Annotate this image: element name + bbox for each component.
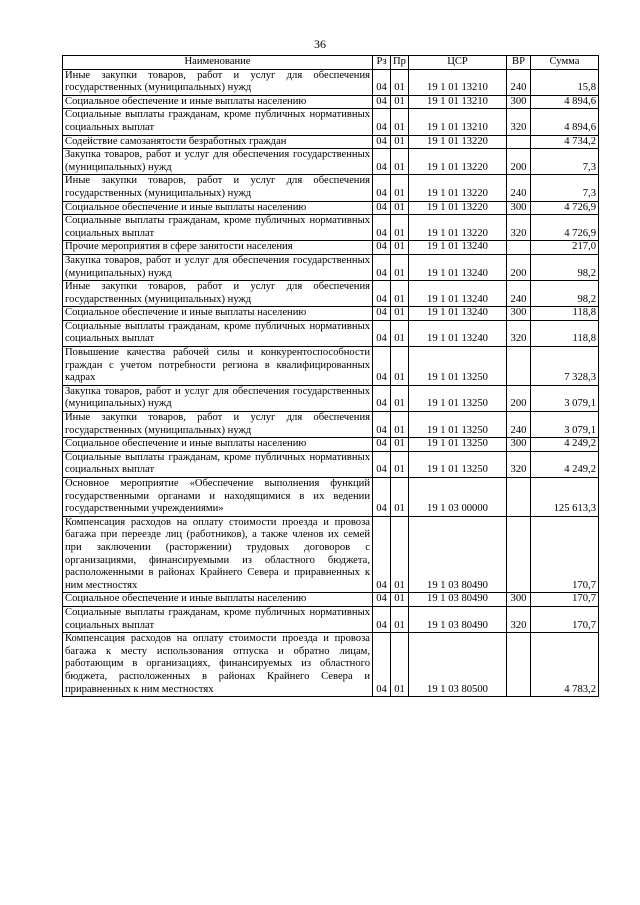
table-row	[63, 438, 599, 452]
cell-csr: 19 1 03 80490	[409, 593, 507, 607]
table-row	[63, 149, 599, 175]
cell-csr: 19 1 01 13210	[409, 109, 507, 135]
cell-pr: 01	[391, 516, 409, 593]
table-row	[63, 95, 599, 109]
budget-table	[62, 55, 599, 697]
cell-vr	[507, 347, 531, 386]
cell-name: Социальные выплаты гражданам, кроме публичных нормативных социальных выплат	[63, 215, 373, 241]
cell-rz: 04	[373, 69, 391, 95]
cell-pr: 01	[391, 412, 409, 438]
cell-name: Иные закупки товаров, работ и услуг для обеспечения государственных (муниципальных) нужд	[63, 175, 373, 201]
cell-sum: 15,8	[531, 69, 599, 95]
cell-pr: 01	[391, 347, 409, 386]
cell-rz: 04	[373, 385, 391, 411]
cell-csr: 19 1 01 13240	[409, 307, 507, 321]
cell-name: Социальные выплаты гражданам, кроме публичных нормативных социальных выплат	[63, 109, 373, 135]
cell-name: Закупка товаров, работ и услуг для обеспечения государственных (муниципальных) нужд	[63, 254, 373, 280]
cell-vr	[507, 135, 531, 149]
table-row	[63, 215, 599, 241]
cell-vr: 200	[507, 385, 531, 411]
cell-name: Социальное обеспечение и иные выплаты населению	[63, 201, 373, 215]
cell-sum: 125 613,3	[531, 478, 599, 517]
cell-name: Социальные выплаты гражданам, кроме публичных нормативных социальных выплат	[63, 320, 373, 346]
cell-csr: 19 1 01 13220	[409, 175, 507, 201]
cell-sum: 170,7	[531, 606, 599, 632]
cell-rz: 04	[373, 215, 391, 241]
cell-pr: 01	[391, 109, 409, 135]
cell-name: Компенсация расходов на оплату стоимости проезда и провоза багажа при переезде лиц (работников), а также членов их семей при заключении (расторжении) трудовых договоров с организациями, финансируемыми из областного бюджета, расположенными в районах Крайнего Севера и приравненных к ним местностях	[63, 516, 373, 593]
cell-vr: 320	[507, 109, 531, 135]
cell-name: Иные закупки товаров, работ и услуг для обеспечения государственных (муниципальных) нужд	[63, 281, 373, 307]
cell-rz: 04	[373, 593, 391, 607]
cell-csr: 19 1 01 13240	[409, 254, 507, 280]
cell-rz: 04	[373, 516, 391, 593]
cell-csr: 19 1 01 13220	[409, 135, 507, 149]
cell-pr: 01	[391, 254, 409, 280]
cell-rz: 04	[373, 149, 391, 175]
cell-pr: 01	[391, 320, 409, 346]
cell-pr: 01	[391, 175, 409, 201]
cell-csr: 19 1 01 13220	[409, 149, 507, 175]
table-row	[63, 516, 599, 593]
cell-sum: 98,2	[531, 281, 599, 307]
cell-csr: 19 1 03 80500	[409, 633, 507, 697]
cell-csr: 19 1 01 13220	[409, 215, 507, 241]
cell-name: Компенсация расходов на оплату стоимости проезда и провоза багажа к месту использования отпуска и обратно лицам, работающим в организациях, финансируемых из областного бюджета, расположенных в районах Крайнего Севера и приравненных к ним местностях	[63, 633, 373, 697]
cell-vr: 300	[507, 95, 531, 109]
cell-sum: 170,7	[531, 593, 599, 607]
cell-name: Прочие мероприятия в сфере занятости населения	[63, 241, 373, 255]
cell-name: Содействие самозанятости безработных граждан	[63, 135, 373, 149]
cell-name: Социальное обеспечение и иные выплаты населению	[63, 307, 373, 321]
cell-pr: 01	[391, 438, 409, 452]
cell-name: Социальное обеспечение и иные выплаты населению	[63, 95, 373, 109]
cell-vr: 320	[507, 451, 531, 477]
cell-csr: 19 1 01 13240	[409, 320, 507, 346]
cell-vr	[507, 633, 531, 697]
cell-sum: 4 783,2	[531, 633, 599, 697]
cell-vr: 320	[507, 215, 531, 241]
cell-sum: 4 726,9	[531, 215, 599, 241]
cell-rz: 04	[373, 254, 391, 280]
cell-rz: 04	[373, 606, 391, 632]
table-row	[63, 385, 599, 411]
table-row	[63, 451, 599, 477]
cell-pr: 01	[391, 281, 409, 307]
cell-csr: 19 1 01 13240	[409, 281, 507, 307]
cell-csr: 19 1 01 13250	[409, 438, 507, 452]
cell-pr: 01	[391, 307, 409, 321]
cell-vr	[507, 478, 531, 517]
cell-sum: 7,3	[531, 175, 599, 201]
cell-name: Основное мероприятие «Обеспечение выполнения функций государственными органами и находящимися в их ведении государственными учреждениями»	[63, 478, 373, 517]
cell-rz: 04	[373, 201, 391, 215]
cell-vr: 240	[507, 412, 531, 438]
table-row	[63, 175, 599, 201]
cell-pr: 01	[391, 241, 409, 255]
cell-name: Социальные выплаты гражданам, кроме публичных нормативных социальных выплат	[63, 606, 373, 632]
table-row	[63, 254, 599, 280]
table-row	[63, 593, 599, 607]
cell-vr: 240	[507, 69, 531, 95]
page-number: 36	[314, 37, 326, 51]
table-header-row	[63, 56, 599, 70]
cell-sum: 4 894,6	[531, 95, 599, 109]
cell-pr: 01	[391, 478, 409, 517]
table-row	[63, 307, 599, 321]
cell-pr: 01	[391, 633, 409, 697]
cell-vr	[507, 516, 531, 593]
cell-rz: 04	[373, 175, 391, 201]
table-row	[63, 109, 599, 135]
cell-rz: 04	[373, 95, 391, 109]
cell-sum: 4 726,9	[531, 201, 599, 215]
cell-rz: 04	[373, 109, 391, 135]
header-vr: ВР	[507, 56, 531, 70]
cell-vr: 300	[507, 307, 531, 321]
header-name: Наименование	[63, 56, 373, 70]
cell-pr: 01	[391, 149, 409, 175]
header-csr: ЦСР	[409, 56, 507, 70]
cell-pr: 01	[391, 201, 409, 215]
cell-csr: 19 1 03 80490	[409, 606, 507, 632]
table-row	[63, 320, 599, 346]
cell-pr: 01	[391, 593, 409, 607]
cell-sum: 7,3	[531, 149, 599, 175]
cell-name: Закупка товаров, работ и услуг для обеспечения государственных (муниципальных) нужд	[63, 385, 373, 411]
cell-csr: 19 1 01 13250	[409, 347, 507, 386]
cell-vr: 300	[507, 593, 531, 607]
table-row	[63, 201, 599, 215]
header-rz: Рз	[373, 56, 391, 70]
cell-sum: 170,7	[531, 516, 599, 593]
cell-rz: 04	[373, 412, 391, 438]
cell-pr: 01	[391, 215, 409, 241]
header-pr: Пр	[391, 56, 409, 70]
table-row	[63, 478, 599, 517]
cell-csr: 19 1 01 13210	[409, 95, 507, 109]
cell-rz: 04	[373, 347, 391, 386]
cell-vr: 300	[507, 201, 531, 215]
cell-name: Социальное обеспечение и иные выплаты населению	[63, 593, 373, 607]
cell-sum: 118,8	[531, 307, 599, 321]
cell-vr: 300	[507, 438, 531, 452]
cell-sum: 217,0	[531, 241, 599, 255]
cell-csr: 19 1 01 13250	[409, 451, 507, 477]
header-sum: Сумма	[531, 56, 599, 70]
table-row	[63, 606, 599, 632]
cell-pr: 01	[391, 69, 409, 95]
cell-rz: 04	[373, 451, 391, 477]
table-row	[63, 135, 599, 149]
cell-sum: 7 328,3	[531, 347, 599, 386]
cell-sum: 118,8	[531, 320, 599, 346]
cell-pr: 01	[391, 606, 409, 632]
cell-sum: 4 894,6	[531, 109, 599, 135]
cell-sum: 98,2	[531, 254, 599, 280]
cell-pr: 01	[391, 95, 409, 109]
cell-name: Иные закупки товаров, работ и услуг для обеспечения государственных (муниципальных) нужд	[63, 69, 373, 95]
cell-name: Социальные выплаты гражданам, кроме публичных нормативных социальных выплат	[63, 451, 373, 477]
cell-pr: 01	[391, 385, 409, 411]
cell-sum: 4 734,2	[531, 135, 599, 149]
table-row	[63, 347, 599, 386]
cell-name: Повышение качества рабочей силы и конкурентоспособности граждан с учетом потребности региона в квалифицированных кадрах	[63, 347, 373, 386]
cell-rz: 04	[373, 241, 391, 255]
cell-sum: 3 079,1	[531, 385, 599, 411]
cell-rz: 04	[373, 478, 391, 517]
cell-vr: 320	[507, 320, 531, 346]
cell-vr: 240	[507, 175, 531, 201]
cell-name: Социальное обеспечение и иные выплаты населению	[63, 438, 373, 452]
cell-rz: 04	[373, 135, 391, 149]
cell-name: Закупка товаров, работ и услуг для обеспечения государственных (муниципальных) нужд	[63, 149, 373, 175]
cell-vr: 320	[507, 606, 531, 632]
cell-rz: 04	[373, 307, 391, 321]
cell-rz: 04	[373, 281, 391, 307]
cell-sum: 4 249,2	[531, 438, 599, 452]
cell-sum: 3 079,1	[531, 412, 599, 438]
cell-rz: 04	[373, 633, 391, 697]
cell-vr	[507, 241, 531, 255]
cell-pr: 01	[391, 451, 409, 477]
cell-name: Иные закупки товаров, работ и услуг для обеспечения государственных (муниципальных) нужд	[63, 412, 373, 438]
cell-vr: 200	[507, 254, 531, 280]
cell-rz: 04	[373, 438, 391, 452]
cell-csr: 19 1 01 13240	[409, 241, 507, 255]
table-row	[63, 281, 599, 307]
table-row	[63, 69, 599, 95]
cell-sum: 4 249,2	[531, 451, 599, 477]
cell-csr: 19 1 01 13250	[409, 385, 507, 411]
table-row	[63, 633, 599, 697]
table-row	[63, 241, 599, 255]
cell-csr: 19 1 01 13250	[409, 412, 507, 438]
cell-rz: 04	[373, 320, 391, 346]
cell-csr: 19 1 01 13210	[409, 69, 507, 95]
cell-vr: 240	[507, 281, 531, 307]
cell-csr: 19 1 03 00000	[409, 478, 507, 517]
cell-csr: 19 1 03 80490	[409, 516, 507, 593]
cell-pr: 01	[391, 135, 409, 149]
table-row	[63, 412, 599, 438]
cell-csr: 19 1 01 13220	[409, 201, 507, 215]
cell-vr: 200	[507, 149, 531, 175]
